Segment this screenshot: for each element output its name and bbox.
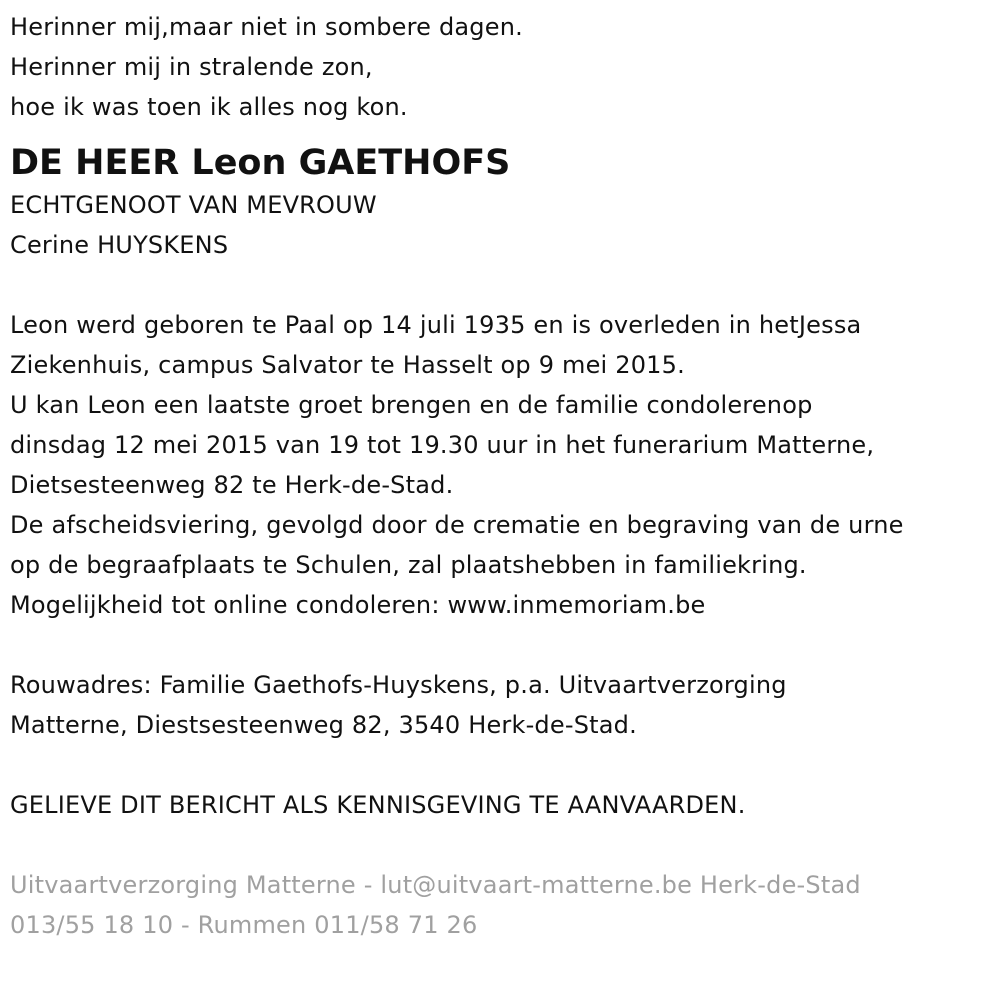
body-line: De afscheidsviering, gevolgd door de crematie en begraving van de urne <box>10 511 904 539</box>
poem-line: Herinner mij,maar niet in sombere dagen. <box>10 13 523 41</box>
body-text <box>10 305 995 625</box>
obituary-notice <box>10 7 995 945</box>
spouse-name: Cerine HUYSKENS <box>10 231 229 259</box>
body-line: Mogelijkheid tot online condoleren: www.inmemoriam.be <box>10 591 706 619</box>
body-line: dinsdag 12 mei 2015 van 19 tot 19.30 uur in het funerarium Matterne, <box>10 431 875 459</box>
funeral-home-footer <box>10 865 995 945</box>
spouse-info <box>10 185 995 265</box>
body-line: Leon werd geboren te Paal op 14 juli 1935 en is overleden in hetJessa <box>10 311 862 339</box>
address-line: Rouwadres: Familie Gaethofs-Huyskens, p.a. Uitvaartverzorging <box>10 671 787 699</box>
notice-text: GELIEVE DIT BERICHT ALS KENNISGEVING TE AANVAARDEN. <box>10 791 746 819</box>
address-line: Matterne, Diestsesteenweg 82, 3540 Herk-de-Stad. <box>10 711 637 739</box>
footer-line: Uitvaartverzorging Matterne - lut@uitvaart-matterne.be Herk-de-Stad <box>10 871 861 899</box>
deceased-name: DE HEER Leon GAETHOFS <box>10 143 511 183</box>
poem-line: Herinner mij in stralende zon, <box>10 53 373 81</box>
body-line: Ziekenhuis, campus Salvator te Hasselt op 9 mei 2015. <box>10 351 685 379</box>
poem <box>10 7 995 127</box>
body-line: op de begraafplaats te Schulen, zal plaatshebben in familiekring. <box>10 551 807 579</box>
footer-line: 013/55 18 10 - Rummen 011/58 71 26 <box>10 911 478 939</box>
body-line: Dietsesteenweg 82 te Herk-de-Stad. <box>10 471 454 499</box>
mourning-address <box>10 665 995 745</box>
poem-line: hoe ik was toen ik alles nog kon. <box>10 93 408 121</box>
body-line: U kan Leon een laatste groet brengen en de familie condolerenop <box>10 391 813 419</box>
spouse-line: ECHTGENOOT VAN MEVROUW <box>10 191 377 219</box>
